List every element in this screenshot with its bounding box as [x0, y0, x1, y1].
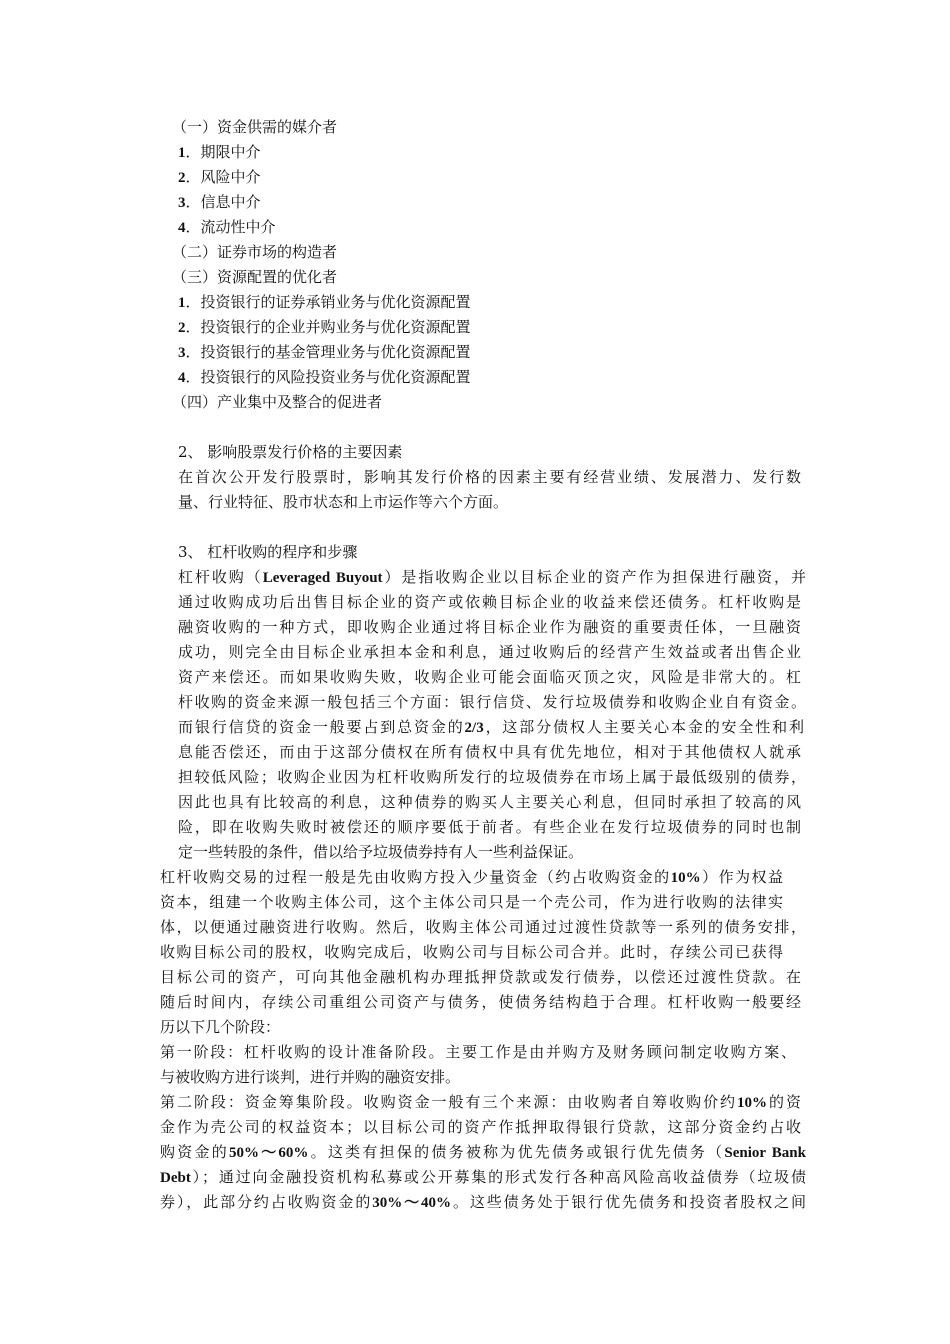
item-text: ．投资银行的基金管理业务与优化资源配置: [185, 343, 471, 361]
text-run: ，这部分债权人主要关心本金的安全性和利: [483, 718, 804, 736]
list-item: [178, 317, 471, 338]
text-run: 杠杆收购交易的过程一般是先由收购方投入少量资金（约占收购资金的: [160, 868, 671, 886]
section-title-text: 2、 影响股票发行价格的主要因素: [178, 443, 403, 461]
paragraph-line: 历以下几个阶段：: [160, 1018, 281, 1036]
percent-range: 30%～40%: [372, 1195, 452, 1211]
paragraph-line: 第一阶段：杠杆收购的设计准备阶段。主要工作是由并购方及财务顾问制定收购方案、: [160, 1043, 796, 1061]
list-item: [178, 367, 471, 388]
item-text: ．流动性中介: [185, 218, 276, 236]
item-text: ．信息中介: [185, 193, 261, 211]
term-english: Debt: [160, 1170, 191, 1186]
text-run: 的资: [767, 1093, 801, 1111]
heading-text: （一）资金供需的媒介者: [172, 118, 338, 136]
heading-industry-integration: [172, 392, 382, 412]
item-text: ．风险中介: [185, 168, 261, 186]
paragraph-line: 险，即在收购失败时被偿还的顺序要低于前者。有些企业在发行垃圾债券的同时也制: [178, 818, 801, 836]
text-run: 杠杆收购（: [178, 568, 263, 586]
paragraph-line: 融资收购的一种方式，即收购企业通过将目标企业作为融资的重要责任体，一旦融资: [178, 618, 801, 636]
item-number: 2: [178, 320, 186, 336]
heading-text: （三）资源配置的优化者: [172, 268, 338, 286]
item-number: 3: [178, 345, 186, 361]
text-run: 。这些债务处于银行优先债务和投资者股权之间: [451, 1193, 806, 1211]
item-number: 2: [178, 170, 186, 186]
text-run: 第二阶段：资金筹集阶段。收购资金一般有三个来源：由收购者自筹收购价约: [160, 1093, 738, 1111]
term-english: Senior Bank: [724, 1145, 806, 1161]
heading-securities-market: [172, 242, 337, 262]
text-run: 券），此部分约占收购资金的: [160, 1193, 373, 1211]
paragraph-line: 成功，则完全由目标企业承担本金和利息，通过收购后的经营产生效益或者出售企业: [178, 643, 801, 661]
paragraph-line: [178, 717, 804, 738]
item-number: 4: [178, 370, 186, 386]
item-number: 1: [178, 295, 186, 311]
item-text: ．投资银行的风险投资业务与优化资源配置: [185, 368, 471, 386]
paragraph-line: 随后时间内，存续公司重组公司资产与债务，使债务结构趋于合理。杠杆收购一般要经: [160, 993, 801, 1011]
text-run: ）；通过向金融投资机构私募或公开募集的形式发行各种高风险高收益债券（垃圾债: [190, 1168, 806, 1186]
term-english: Leveraged Buyout: [262, 570, 383, 586]
heading-resource-allocation: [172, 267, 337, 287]
list-item: [178, 342, 471, 363]
paragraph-line: 金作为壳公司的权益资本；以目标公司的资产作抵押取得银行贷款，这部分资金约占收: [160, 1118, 801, 1136]
text-run: ）是指收购企业以目标企业的资产作为担保进行融资，并: [382, 568, 806, 586]
paragraph-line: 体，以便通过融资进行收购。然后，收购主体公司通过过渡性贷款等一系列的债务安排，: [160, 918, 806, 936]
paragraph-line: 通过收购成功后出售目标企业的资产或依赖目标企业的收益来偿还债务。杠杆收购是: [178, 593, 801, 611]
list-item: [178, 167, 261, 188]
text-run: 而银行信贷的资金一般要占到总资金的: [178, 718, 465, 736]
heading-text: （四）产业集中及整合的促进者: [172, 393, 383, 411]
paragraph-line: [160, 1192, 806, 1213]
section-title-text: 3、 杠杆收购的程序和步骤: [178, 543, 358, 561]
paragraph-line: [178, 567, 806, 588]
percent-value: 10%: [737, 1095, 768, 1111]
item-number: 4: [178, 220, 186, 236]
text-run: ）作为权益: [700, 868, 783, 886]
paragraph-line: [160, 1142, 806, 1163]
paragraph-line: 资产来偿还。而如果收购失败，收购企业可能会面临灭顶之灾，风险是非常大的。杠: [178, 668, 801, 686]
paragraph-line: [160, 867, 783, 888]
paragraph-line: 定一些转股的条件，借以给予垃圾债券持有人一些利益保证。: [178, 843, 584, 861]
heading-text: （二）证券市场的构造者: [172, 243, 338, 261]
percent-value: 10%: [670, 870, 701, 886]
item-text: ．投资银行的企业并购业务与优化资源配置: [185, 318, 471, 336]
paragraph-line: 目标公司的资产，可向其他金融机构办理抵押贷款或发行债券，以偿还过渡性贷款。在: [160, 968, 801, 986]
paragraph-line: 杆收购的资金来源一般包括三个方面：银行信贷、发行垃圾债券和收购企业自有资金。: [178, 693, 806, 711]
list-item: [178, 292, 471, 313]
paragraph-line: 量、行业特征、股市状态和上市运作等六个方面。: [178, 493, 509, 511]
paragraph-line: 资本，组建一个收购主体公司，这个主体公司只是一个壳公司，作为进行收购的法律实: [160, 893, 783, 911]
paragraph-line: 担较低风险；收购企业因为杠杆收购所发行的垃圾债券在市场上属于最低级别的债券，: [178, 768, 806, 786]
item-text: ．投资银行的证券承销业务与优化资源配置: [185, 293, 471, 311]
paragraph-line: [160, 1092, 801, 1113]
paragraph-line: 与被收购方进行谈判，进行并购的融资安排。: [160, 1068, 461, 1086]
paragraph-line: [160, 1167, 806, 1188]
paragraph-line: 在首次公开发行股票时，影响其发行价格的因素主要有经营业绩、发展潜力、发行数: [178, 468, 801, 486]
percent-range: 50%～60%: [228, 1145, 309, 1161]
item-number: 3: [178, 195, 186, 211]
fraction-value: 2/3: [464, 720, 484, 736]
section-title-q2: [178, 442, 402, 462]
paragraph-line: 因此也具有比较高的利息，这种债券的购买人主要关心利息，但同时承担了较高的风: [178, 793, 801, 811]
item-number: 1: [178, 145, 186, 161]
heading-intermediary: [172, 117, 337, 137]
item-text: ．期限中介: [185, 143, 261, 161]
paragraph-line: 收购目标公司的股权，收购完成后，收购公司与目标公司合并。此时，存续公司已获得: [160, 943, 783, 961]
list-item: [178, 142, 261, 163]
paragraph-line: 息能否偿还，而由于这部分债权在所有债权中具有优先地位，相对于其他债权人就承: [178, 743, 801, 761]
text-run: 购资金的: [160, 1143, 229, 1161]
text-run: 。这类有担保的债务被称为优先债务或银行优先债务（: [308, 1143, 725, 1161]
list-item: [178, 217, 276, 238]
section-title-q3: [178, 542, 357, 562]
list-item: [178, 192, 261, 213]
